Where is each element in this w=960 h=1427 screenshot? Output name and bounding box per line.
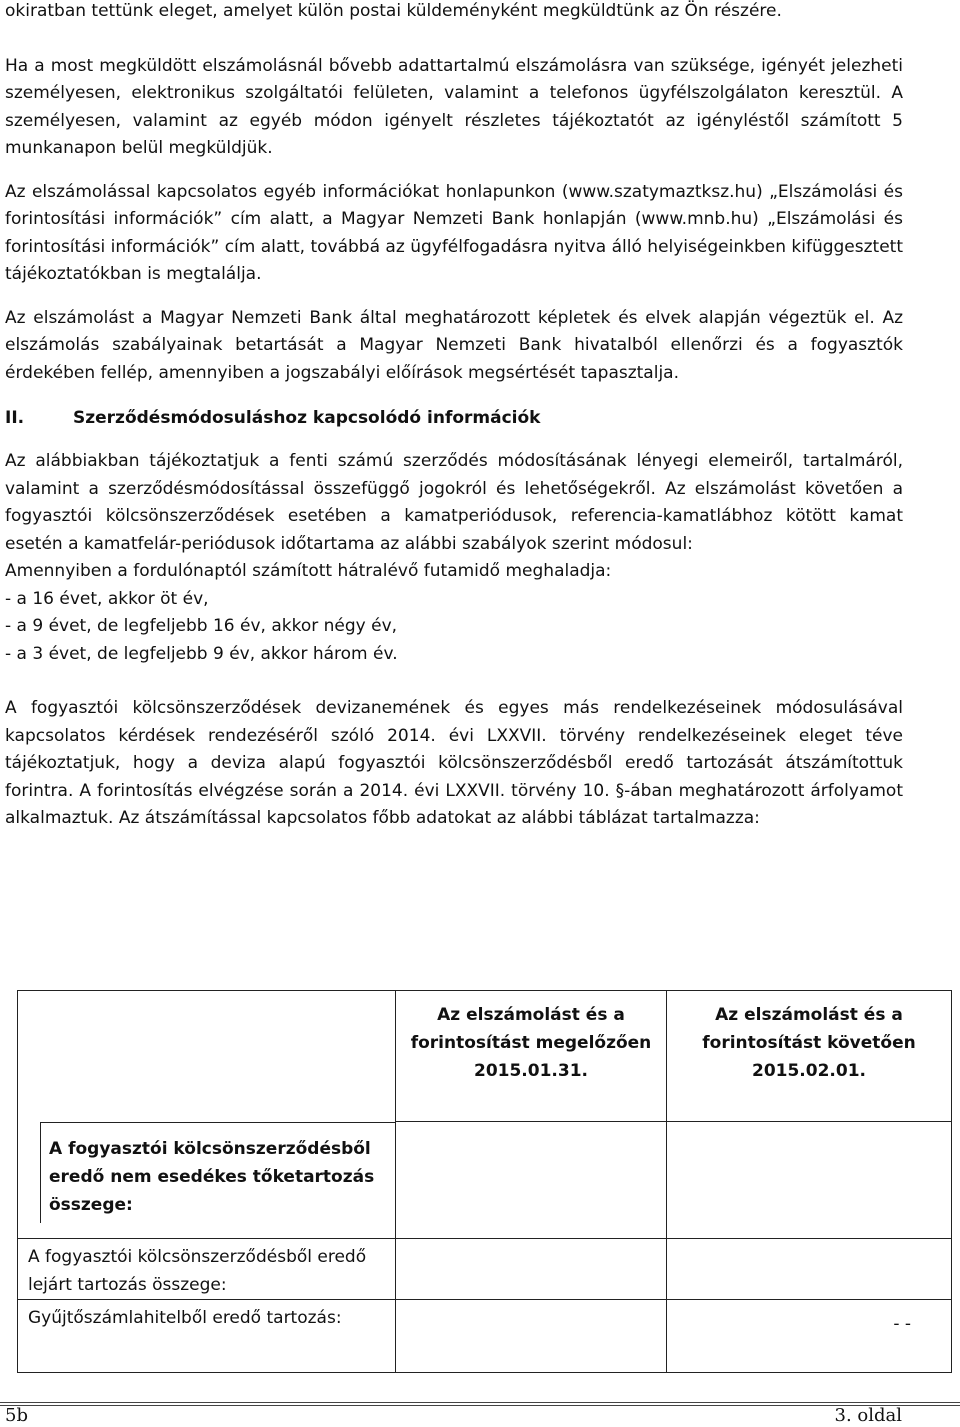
footer-divider: [0, 1405, 960, 1406]
header-after: Az elszámolást és a forintosítást követően 2015.02.01.: [667, 991, 952, 1122]
row-collection-after: - -: [667, 1300, 952, 1373]
row-collection-before: [396, 1300, 667, 1373]
section-number: II.: [5, 408, 25, 428]
section-heading: [5, 405, 903, 432]
row-principal-label-cell: [18, 1122, 396, 1239]
paragraph-forint-conversion: A fogyasztói kölcsönszerződések devizanemének és egyes más rendelkezéseinek módosulásával kapcsolatos kérdések rendezéséről szóló 2014. évi LXXVII. törvény rendelkezéseinek eleget téve tájékoztatjuk, hogy a deviza alapú fogyasztói kölcsönszerződésből eredő tartozását átszámítottuk forintra. A forintosítás elvégzése során a 2014. évi LXXVII. törvény 10. §-ában meghatározott árfolyamot alkalmaztuk. Az átszámítással kapcsolatos főbb adatokat az alábbi táblázat tartalmazza:: [5, 698, 903, 828]
row-collection-label: Gyűjtőszámlahitelből eredő tartozás:: [28, 1308, 342, 1328]
header-before: Az elszámolást és a forintosítást megelőzően 2015.01.31.: [396, 991, 667, 1122]
list-item: - a 3 évet, de legfeljebb 9 év, akkor három év.: [5, 643, 398, 664]
table-corner-cell: [18, 991, 396, 1122]
section-title: Szerződésmódosuláshoz kapcsolódó információk: [73, 408, 541, 428]
row-principal-label: A fogyasztói kölcsönszerződésből eredő nem esedékes tőketartozás összege:: [40, 1122, 395, 1223]
row-overdue-before: [396, 1239, 667, 1300]
conversion-table: [17, 990, 952, 1373]
list-item: - a 16 évet, akkor öt év,: [5, 588, 209, 609]
paragraph-continuation: okiratban tettünk eleget, amelyet külön postai küldeményként megküldtünk az Ön részére.: [5, 1, 782, 21]
page-number: 3. oldal: [834, 1405, 902, 1426]
row-overdue-after: [667, 1239, 952, 1300]
paragraph-detailed-statement: Ha a most megküldött elszámolásnál bővebb adattartalmú elszámolásra van szüksége, igényét jelezheti személyesen, elektronikus szolgáltatói felületen, valamint a telefonos ügyfélszolgálaton keresztül. A személyesen, valamint az egyéb módon igényelt részletes tájékoztatót az igényléstől számított 5 munkanapon belül megküldjük.: [5, 55, 903, 158]
row-principal-after: [667, 1122, 952, 1239]
list-intro: Amennyiben a fordulónaptól számított hátralévő futamidő meghaladja:: [5, 561, 612, 581]
paragraph-more-info: Az elszámolással kapcsolatos egyéb információkat honlapunkon (www.szatymaztksz.hu) „Elszámolási és forintosítási információk” cím alatt, a Magyar Nemzeti Bank honlapján (www.mnb.hu) „Elszámolási és forintosítási információk” cím alatt, továbbá az ügyfélfogadásra nyitva álló helyiségeinkben kifüggesztett tájékoztatókban is megtalálja.: [5, 181, 903, 284]
footer-left: 5b: [5, 1405, 28, 1426]
footer-divider: [0, 1402, 960, 1403]
paragraph-modification: Az alábbiakban tájékoztatjuk a fenti számú szerződés módosításának lényegi elemeiről, tartalmáról, valamint a szerződésmódosítással összefüggő jogokról és lehetőségekről. Az elszámolást követően a fogyasztói kölcsönszerződések esetében a kamatperiódusok, referencia-kamatlábhoz kötött kamat esetén a kamatfelár-periódusok időtartama az alábbi szabályok szerint módosul:: [5, 451, 903, 554]
paragraph-mnb-rules: Az elszámolást a Magyar Nemzeti Bank által meghatározott képletek és elvek alapján végeztük el. Az elszámolás szabályainak betartását a Magyar Nemzeti Bank hivatalból ellenőrzi és a fogyasztók érdekében fellép, amennyiben a jogszabályi előírások megsértését tapasztalja.: [5, 307, 903, 383]
document-page: [5, 0, 903, 833]
list-item: - a 9 évet, de legfeljebb 16 év, akkor négy év,: [5, 616, 398, 636]
row-overdue-label: A fogyasztói kölcsönszerződésből eredő lejárt tartozás összege:: [28, 1247, 367, 1295]
row-principal-before: [396, 1122, 667, 1239]
